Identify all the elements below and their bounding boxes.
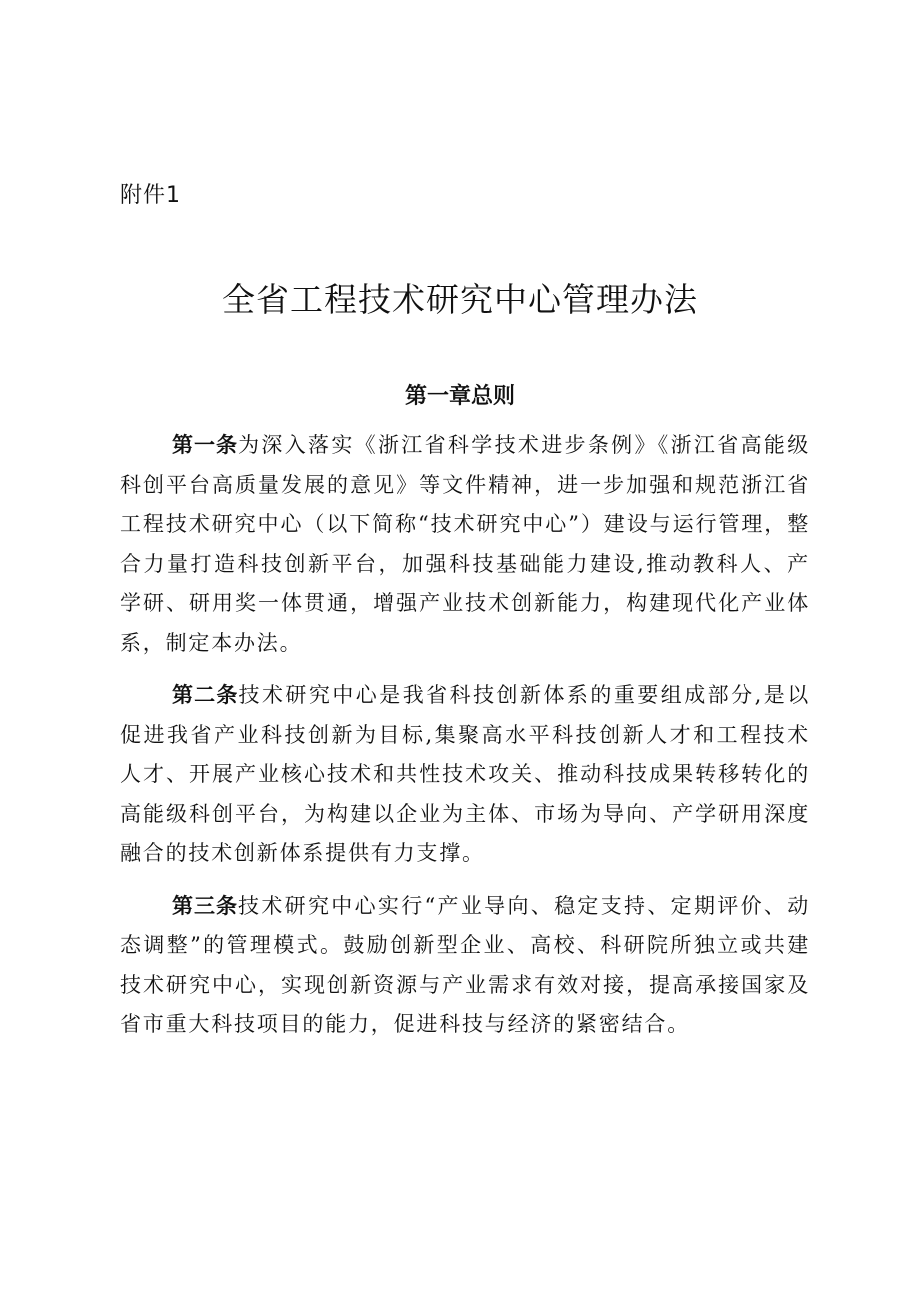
article-2-label: 第二条 <box>172 683 239 707</box>
article-1-text: 为深入落实《浙江省科学技术进步条例》《浙江省高能级科创平台高质量发展的意见》等文件精神，进一步加强和规范浙江省工程技术研究中心（以下简称“技术研究中心”）建设与运行管理，整合力量打造科技创新平台，加强科技基础能力建设,推动教科人、产学研、研用奖一体贯通，增强产业技术创新能力，构建现代化产业体系，制定本办法。 <box>120 433 811 655</box>
attachment-label: 附件1 <box>120 183 181 208</box>
article-3-label: 第三条 <box>172 893 239 918</box>
document-body <box>120 426 810 1058</box>
article-3-text: 技术研究中心实行“产业导向、稳定支持、定期评价、动态调整”的管理模式。鼓励创新型企业、高校、科研院所独立或共建技术研究中心，实现创新资源与产业需求有效对接，提高承接国家及省市重大科技项目的能力，促进科技与经济的紧密结合。 <box>120 893 811 1036</box>
article-1 <box>120 426 810 663</box>
article-3 <box>120 887 810 1045</box>
article-2-text: 技术研究中心是我省科技创新体系的重要组成部分,是以促进我省产业科技创新为目标,集聚高水平科技创新人才和工程技术人才、开展产业核心技术和共性技术攻关、推动科技成果转移转化的高能级科创平台，为构建以企业为主体、市场为导向、产学研用深度融合的技术创新体系提供有力支撑。 <box>120 683 810 865</box>
document-title: 全省工程技术研究中心管理办法 <box>222 280 698 319</box>
chapter-heading: 第一章总则 <box>404 384 515 409</box>
article-2 <box>120 676 810 874</box>
article-1-label: 第一条 <box>172 433 239 457</box>
